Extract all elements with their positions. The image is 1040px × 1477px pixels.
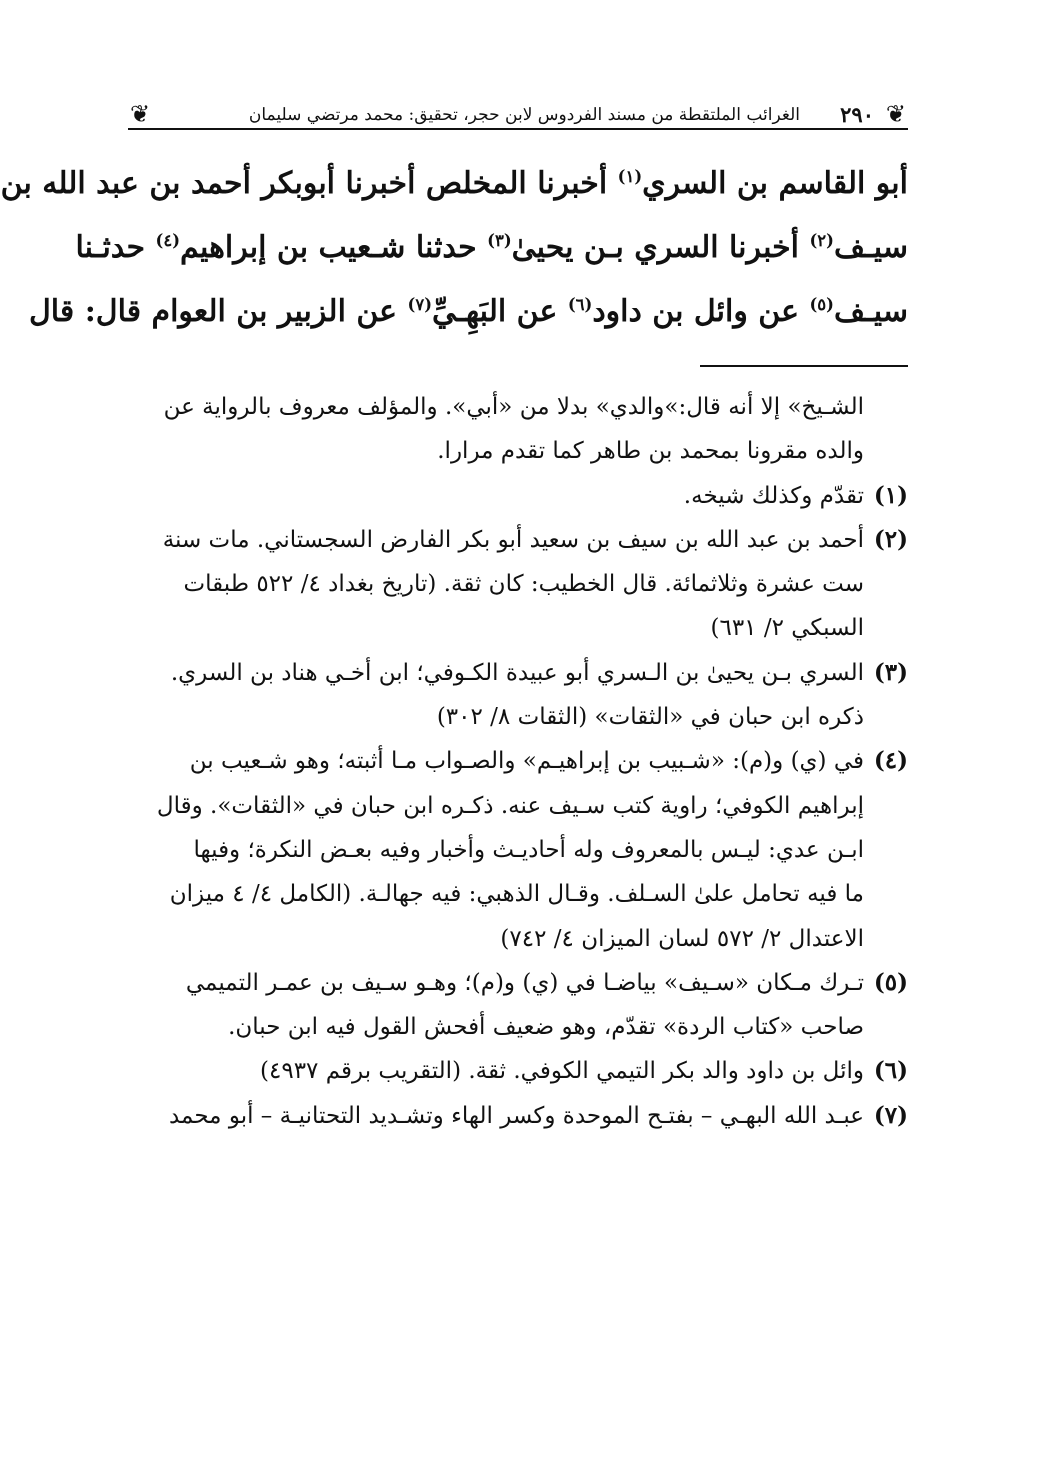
main-text-segment: عن الزبير بن العوام قال: قال: [28, 294, 408, 329]
footnote-number: (٢): [873, 525, 908, 553]
main-line: [28, 280, 908, 344]
footnote-ref: (٢): [809, 231, 834, 250]
footnote-line: ما فيه تحامل علىٰ السـلف. وقـال الذهبي: فيه جهالـة. (الكامل ٤/ ٤ ميزان: [169, 881, 864, 908]
main-line: [0, 152, 908, 216]
main-text-segment: عن وائل بن داود: [592, 294, 810, 329]
main-text-segment: حدثـنا: [75, 230, 156, 265]
footnote-line: تـرك مـكان «سـيف» بياضـا في (ي) و(م)؛ وهـو سـيف بن عمـر التميمي: [185, 969, 864, 996]
footnote-7: [128, 1094, 908, 1138]
footnote-4: [128, 739, 908, 960]
footnote-line: إبراهيم الكوفي؛ راوية كتب سـيف عنه. ذكـره ابن حبان في «الثقات». وقال: [156, 792, 864, 819]
footnote-continuation-line: الشـيخ» إلا أنه قال:»والدي» بدلا من «أبي». والمؤلف معروف بالرواية عن: [163, 394, 864, 420]
footnote-number: (٧): [873, 1101, 908, 1129]
footnote-ref: (١): [617, 167, 643, 186]
footnote-line: السري بـن يحيىٰ بن الـسري أبو عبيدة الكـوفي؛ ابن أخـي هناد بن السري.: [170, 659, 864, 686]
footnote-ref: (٣): [487, 231, 512, 250]
footnote-line: ذكره ابن حبان في «الثقات» (الثقات ٨/ ٣٠٢): [436, 704, 864, 731]
footnote-line: عبـد الله البهـي – بفتـح الموحدة وكسر الهاء وتشـديد التحتانيـة – أبو محمد: [168, 1102, 864, 1129]
footnote-number: (١): [873, 481, 908, 509]
footnote-5: [128, 961, 908, 1050]
footnote-line: صاحب «كتاب الردة» تقدّم، وهو ضعيف أفحش القول فيه ابن حبان.: [228, 1014, 864, 1041]
main-text-segment: سيـف: [833, 294, 908, 329]
main-text-segment: سيـف: [833, 230, 908, 265]
main-text-segment: أبو القاسم بن السري: [642, 166, 908, 201]
main-text-segment: أخبرنا المخلص أخبرنا أبوبكر أحمد بن عبد الله بن: [0, 166, 618, 201]
footnotes: [128, 385, 908, 1138]
footnote-separator: [700, 365, 908, 367]
main-text-segment: حدثنا شـعيب بن إبراهيم: [180, 230, 488, 265]
footnote-1: [128, 474, 908, 518]
footnote-line: ابـن عدي: ليـس بالمعروف وله أحاديـث وأخبار وفيه بعـض النكرة؛ وفيها: [193, 836, 864, 863]
main-text-segment: عن البَهِـيِّ: [432, 294, 568, 329]
footnote-6: [128, 1049, 908, 1093]
footnote-ref: (٤): [155, 231, 181, 250]
footnote-number: (٣): [873, 658, 908, 686]
footnote-ref: (٧): [407, 295, 433, 314]
running-title: الغرائب الملتقطة من مسند الفردوس لابن حجر، تحقيق: محمد مرتضي سليمان: [248, 105, 800, 125]
footnote-ref: (٦): [567, 295, 593, 314]
footnote-line: وائل بن داود والد بكر التيمي الكوفي. ثقة. (التقريب برقم ٤٩٣٧): [260, 1058, 864, 1085]
page-header: [128, 96, 908, 136]
footnote-3: [128, 651, 908, 740]
footnote-line: في (ي) و(م): «شـبيب بن إبراهيـم» والصـواب مـا أثبته؛ وهو شـعيب بن: [189, 748, 864, 775]
footnote-line: الاعتدال ٢/ ٥٧٢ لسان الميزان ٤/ ٧٤٢): [500, 925, 864, 952]
footnote-line: ست عشرة وثلاثمائة. قال الخطيب: كان ثقة. (تاريخ بغداد ٤/ ٥٢٢ طبقات: [183, 571, 864, 598]
footnote-number: (٥): [873, 968, 908, 996]
footnote-number: (٤): [873, 747, 908, 775]
footnote-continuation-line: والده مقرونا بمحمد بن طاهر كما تقدم مرارا.: [437, 438, 864, 465]
ornament-left-icon: ❦: [130, 100, 151, 128]
footnote-ref: (٥): [809, 295, 834, 314]
page-number: ٢٩٠: [840, 102, 874, 127]
header-rule: [128, 128, 908, 130]
footnote-2: [128, 518, 908, 651]
footnote-line: السبكي ٢/ ٦٣١): [710, 615, 864, 642]
main-line: [75, 216, 908, 280]
footnote-line: تقدّم وكذلك شيخه.: [683, 482, 864, 509]
footnote-line: أحمد بن عبد الله بن سيف بن سعيد أبو بكر الفارض السجستاني. مات سنة: [162, 526, 864, 553]
main-text-segment: أخبرنا السري بـن يحيىٰ: [511, 230, 810, 265]
main-text: [0, 152, 908, 344]
ornament-right-icon: ❦: [885, 100, 906, 128]
footnote-number: (٦): [873, 1057, 908, 1085]
